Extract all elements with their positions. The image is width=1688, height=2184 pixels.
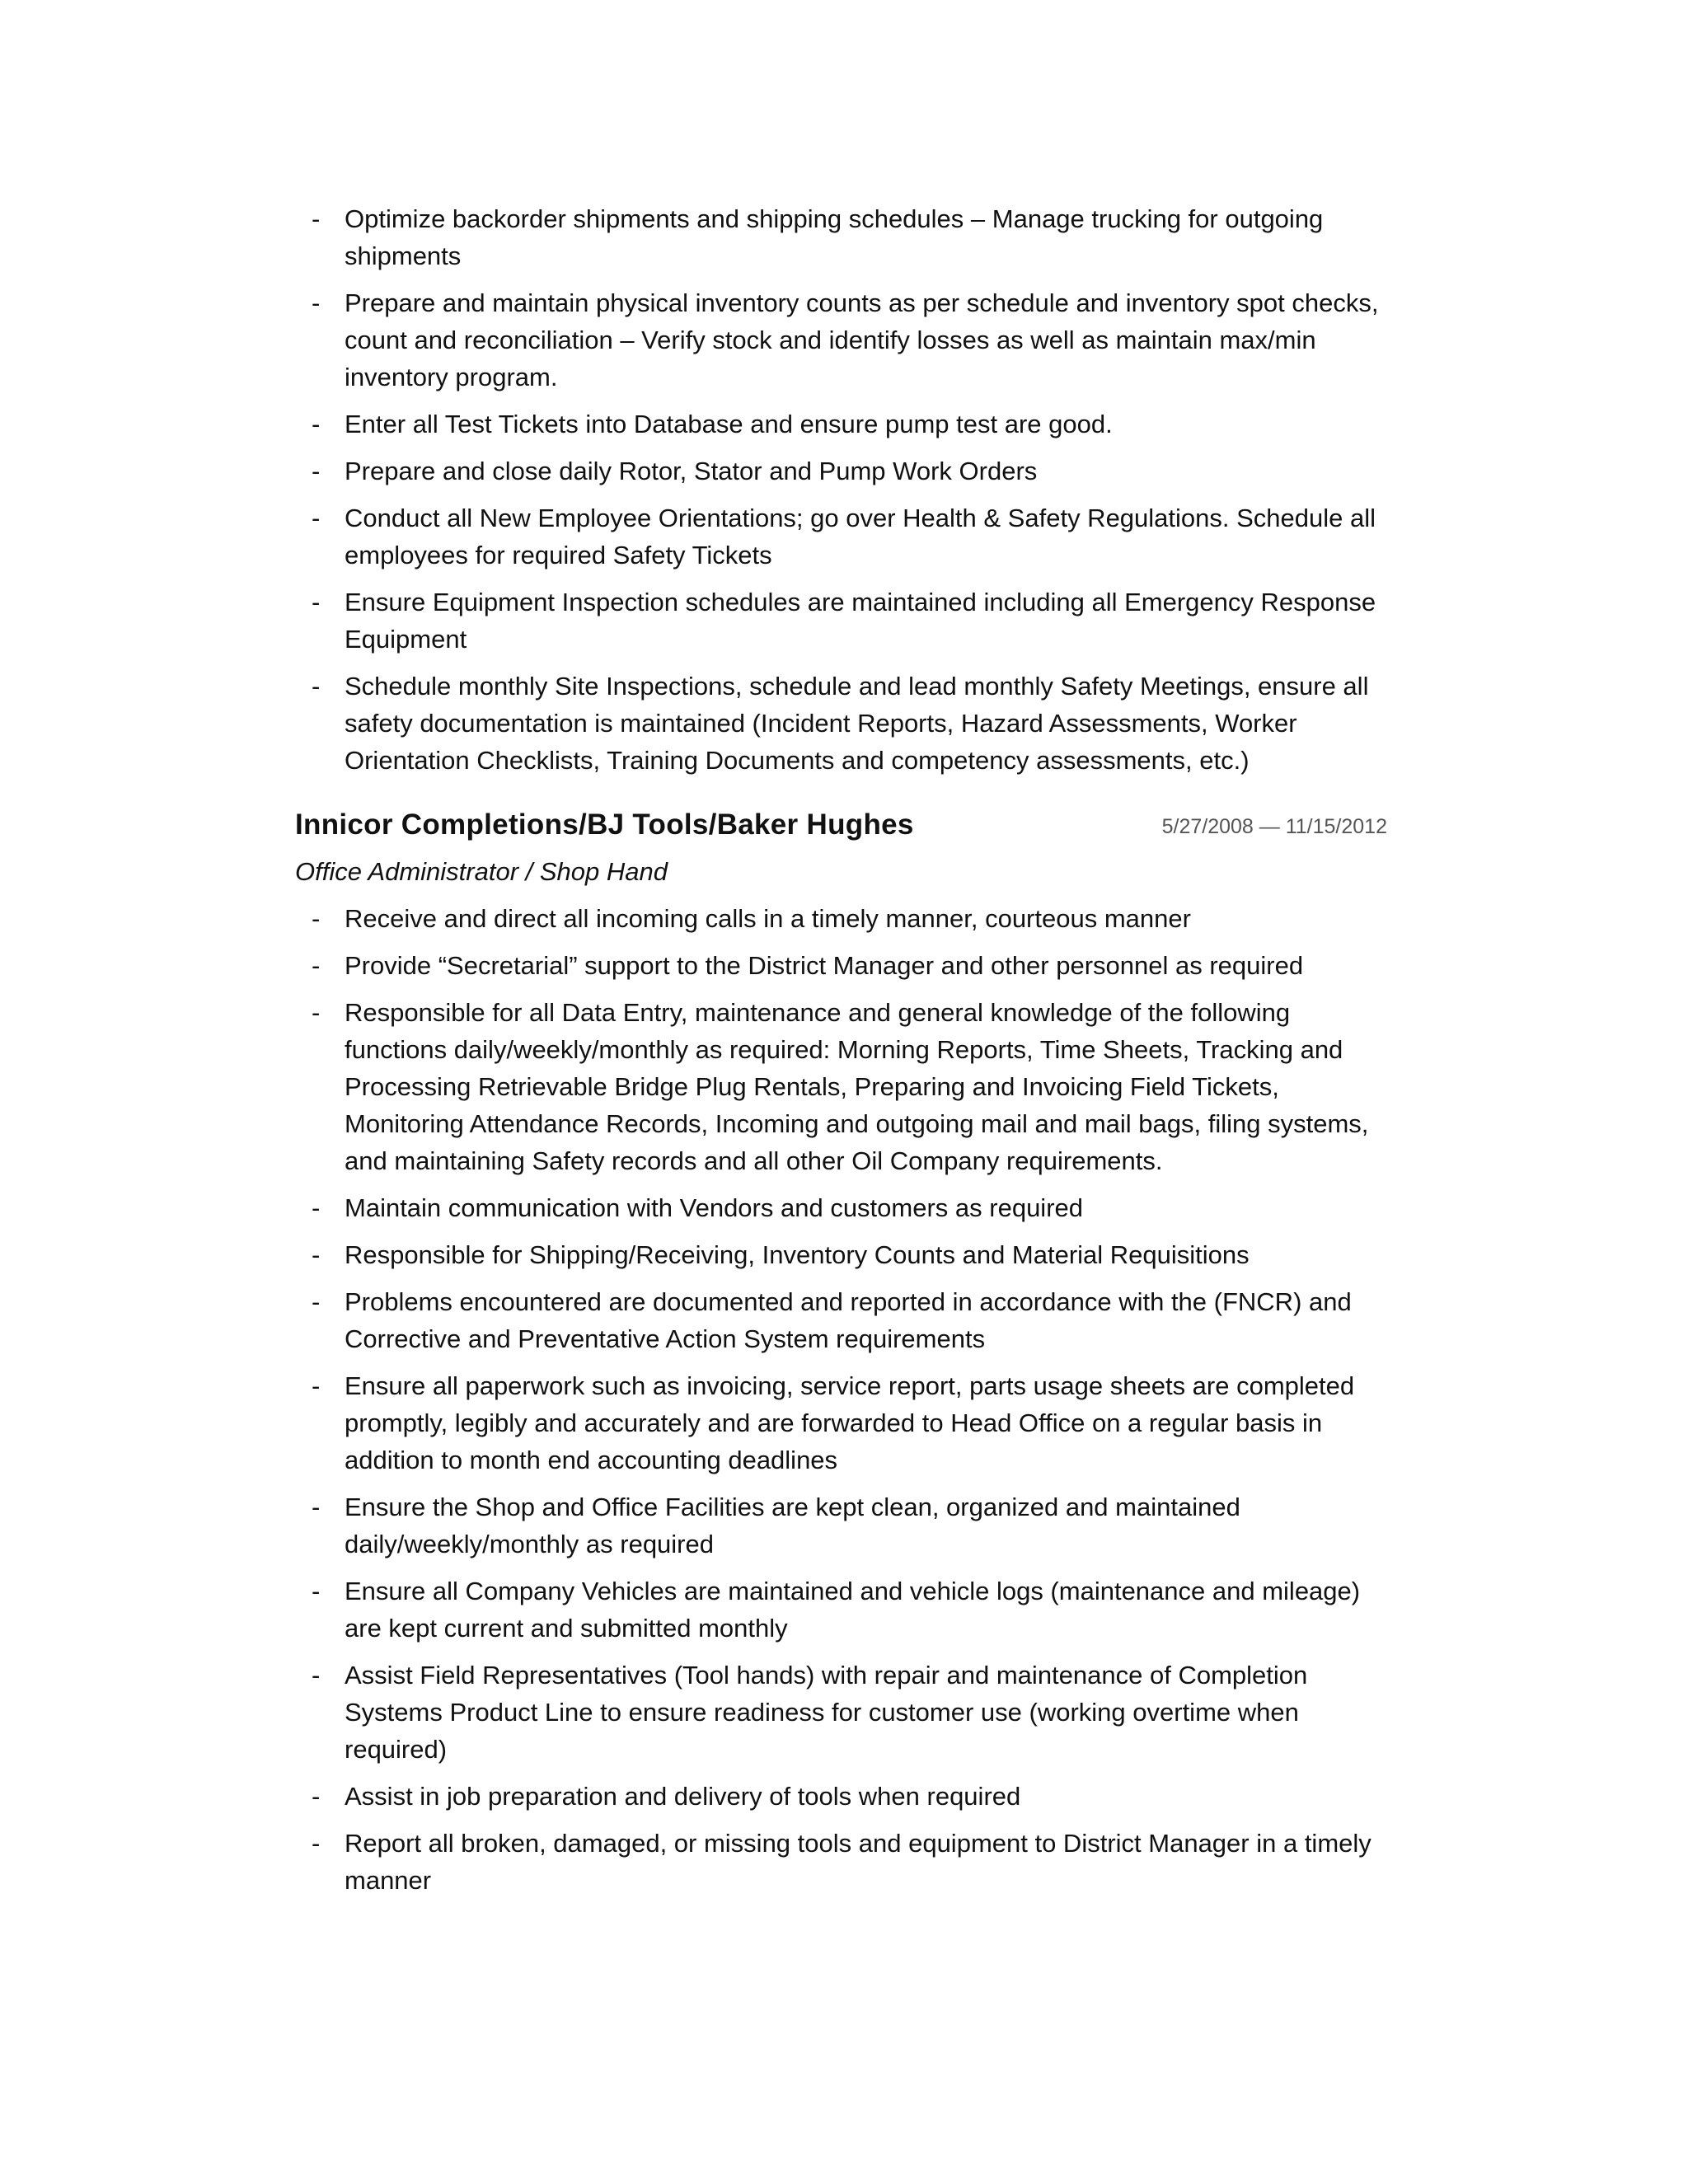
bullet-text: Maintain communication with Vendors and customers as required (345, 1193, 1084, 1222)
list-item: - Ensure all paperwork such as invoicing, service report, parts usage sheets are completed promptly, legibly and accurately and are forwarded to Head Office on a regular basis in addition to month end accounting deadlines (312, 1371, 1355, 1474)
list-item: - Prepare and close daily Rotor, Stator and Pump Work Orders (312, 457, 1038, 485)
bullet-text: Assist in job preparation and delivery of tools when required (345, 1782, 1021, 1811)
list-item: - Provide “Secretarial” support to the District Manager and other personnel as required (312, 951, 1304, 980)
list-item: - Receive and direct all incoming calls in a timely manner, courteous manner (312, 904, 1191, 933)
list-item: - Ensure the Shop and Office Facilities are kept clean, organized and maintained daily/weekly/monthly as required (312, 1493, 1240, 1558)
bullet-text: Responsible for Shipping/Receiving, Inventory Counts and Material Requisitions (345, 1240, 1250, 1269)
bullet-text: Assist Field Representatives (Tool hands) with repair and maintenance of Completion Systems Product Line to ensure readiness for customer use (working overtime when required) (345, 1661, 1308, 1764)
bullet-text: Ensure all Company Vehicles are maintained and vehicle logs (maintenance and mileage) are kept current and submitted monthly (345, 1577, 1361, 1643)
bullet-text: Ensure the Shop and Office Facilities are kept clean, organized and maintained daily/weekly/monthly as required (345, 1493, 1240, 1558)
list-item: - Assist Field Representatives (Tool hands) with repair and maintenance of Completion Systems Product Line to ensure readiness for customer use (working overtime when required) (312, 1661, 1308, 1764)
bullet-text: Responsible for all Data Entry, maintenance and general knowledge of the following functions daily/weekly/monthly as required: Morning Reports, Time Sheets, Tracking and Processing Retrievable Bridge Plug Rentals, Preparing and Invoicing Field Tickets, Monitoring Attendance Records, Incoming and outgoing mail and mail bags, filing systems, and maintaining Safety records and all other Oil Company requirements. (345, 998, 1369, 1175)
list-item: - Prepare and maintain physical inventory counts as per schedule and inventory spot checks, count and reconciliation – Verify stock and identify losses as well as maintain max/min inventory program. (312, 288, 1379, 391)
list-item: - Maintain communication with Vendors and customers as required (312, 1193, 1084, 1222)
bullet-text: Conduct all New Employee Orientations; go over Health & Safety Regulations. Schedule all employees for required Safety Tickets (345, 504, 1376, 569)
bullet-text: Prepare and close daily Rotor, Stator and Pump Work Orders (345, 457, 1038, 485)
bullet-text: Receive and direct all incoming calls in a timely manner, courteous manner (345, 904, 1191, 933)
bullet-text: Enter all Test Tickets into Database and ensure pump test are good. (345, 410, 1113, 438)
list-item: - Schedule monthly Site Inspections, schedule and lead monthly Safety Meetings, ensure all safety documentation is maintained (Incident Reports, Hazard Assessments, Worker Orientation Checklists, Training Documents and competency assessments, etc.) (312, 672, 1369, 775)
bullet-text: Report all broken, damaged, or missing tools and equipment to District Manager in a timely manner (345, 1829, 1372, 1895)
list-item: - Responsible for Shipping/Receiving, Inventory Counts and Material Requisitions (312, 1240, 1250, 1269)
job-header (295, 808, 1387, 850)
list-item: - Assist in job preparation and delivery of tools when required (312, 1782, 1021, 1811)
bullet-text: Provide “Secretarial” support to the District Manager and other personnel as required (345, 951, 1304, 980)
bullet-text: Prepare and maintain physical inventory counts as per schedule and inventory spot checks, count and reconciliation – Verify stock and identify losses as well as maintain max/min inventory program. (345, 288, 1379, 391)
company-name: Innicor Completions/BJ Tools/Baker Hughes (295, 808, 914, 841)
list-item: - Enter all Test Tickets into Database and ensure pump test are good. (312, 410, 1113, 438)
previous-job-duties-list (295, 200, 1387, 779)
list-item: - Responsible for all Data Entry, maintenance and general knowledge of the following functions daily/weekly/monthly as required: Morning Reports, Time Sheets, Tracking and Processing Retrievable Bridge Plug Rentals, Preparing and Invoicing Field Tickets, Monitoring Attendance Records, Incoming and outgoing mail and mail bags, filing systems, and maintaining Safety records and all other Oil Company requirements. (312, 998, 1369, 1175)
bullet-text: Schedule monthly Site Inspections, schedule and lead monthly Safety Meetings, ensure all safety documentation is maintained (Incident Reports, Hazard Assessments, Worker Orientation Checklists, Training Documents and competency assessments, etc.) (345, 672, 1369, 775)
list-item: - Ensure Equipment Inspection schedules are maintained including all Emergency Response Equipment (312, 588, 1376, 654)
list-item: - Problems encountered are documented and reported in accordance with the (FNCR) and Corrective and Preventative Action System requirements (312, 1287, 1352, 1353)
list-item: - Conduct all New Employee Orientations; go over Health & Safety Regulations. Schedule all employees for required Safety Tickets (312, 504, 1376, 569)
resume-content (295, 200, 1387, 1909)
bullet-text: Ensure Equipment Inspection schedules are maintained including all Emergency Response Equipment (345, 588, 1376, 654)
list-item: - Optimize backorder shipments and shipping schedules – Manage trucking for outgoing shipments (312, 204, 1324, 270)
list-item: - Report all broken, damaged, or missing tools and equipment to District Manager in a timely manner (312, 1829, 1372, 1895)
bullet-text: Ensure all paperwork such as invoicing, service report, parts usage sheets are completed promptly, legibly and accurately and are forwarded to Head Office on a regular basis in addition to month end accounting deadlines (345, 1371, 1355, 1474)
employment-dates: 5/27/2008 — 11/15/2012 (1161, 815, 1387, 838)
list-item: - Ensure all Company Vehicles are maintained and vehicle logs (maintenance and mileage) are kept current and submitted monthly (312, 1577, 1361, 1643)
bullet-text: Problems encountered are documented and reported in accordance with the (FNCR) and Corrective and Preventative Action System requirements (345, 1287, 1352, 1353)
bullet-text: Optimize backorder shipments and shipping schedules – Manage trucking for outgoing shipments (345, 204, 1324, 270)
job-title: Office Administrator / Shop Hand (295, 857, 668, 886)
job-duties-list (295, 900, 1387, 1899)
